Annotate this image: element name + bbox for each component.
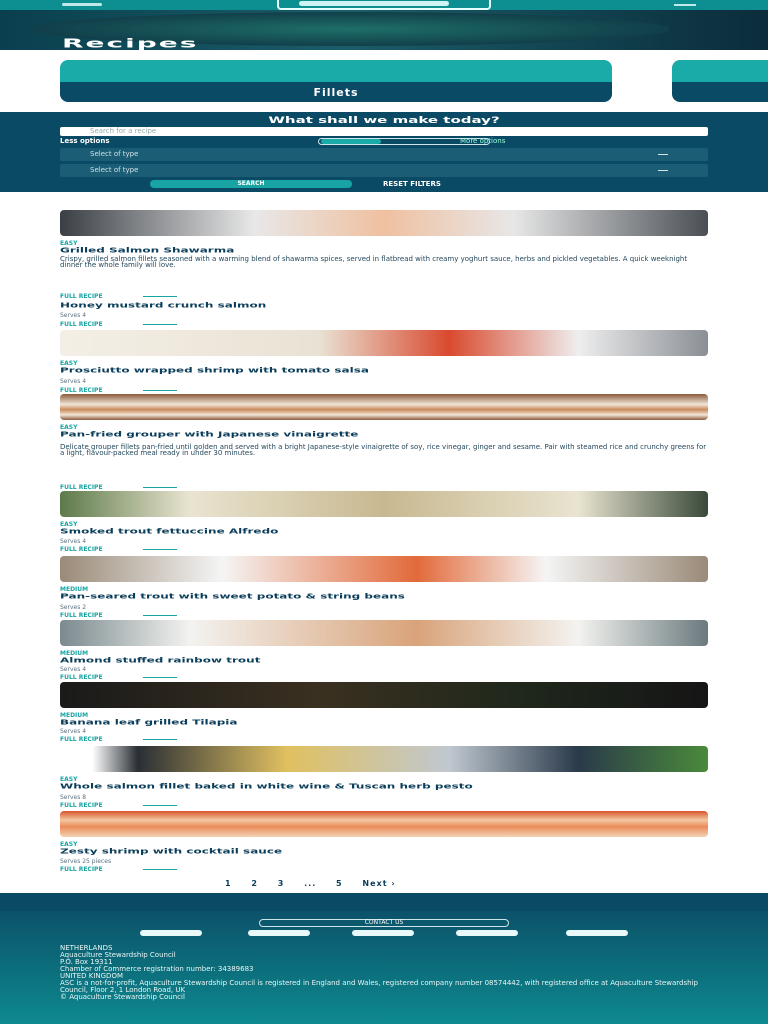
preparation-time-select[interactable] [60, 164, 708, 177]
search-question: What shall we make today? [268, 114, 500, 126]
recipe-description: Delicate grouper fillets pan-fried until golden and served with a bright Japanese-style vinaigrette of soy, rice vinegar, ginger and sesame. Pair with steamed rice and crunchy greens for a light, flavour-packed meal ready in under 30 minutes. [60, 443, 707, 457]
recipe-image[interactable] [60, 682, 708, 708]
difficulty-badge: MEDIUM [60, 586, 89, 593]
full-recipe-label: FULL RECIPE [60, 866, 103, 873]
search-input[interactable] [60, 127, 708, 136]
serves-text: Serves 4 [60, 538, 87, 545]
recipe-title[interactable]: Pan-fried grouper with Japanese vinaigrette [60, 430, 359, 439]
recipe-title[interactable]: Prosciutto wrapped shrimp with tomato salsa [60, 366, 369, 375]
recipe-title[interactable]: Grilled Salmon Shawarma [60, 246, 235, 255]
recipe-image[interactable] [60, 620, 708, 646]
difficulty-badge: EASY [60, 776, 78, 783]
options-toggle-row [60, 137, 708, 146]
arrow-right-icon [143, 805, 177, 806]
difficulty-badge: EASY [60, 240, 78, 247]
page-3[interactable]: 3 [277, 879, 285, 888]
full-recipe-label: FULL RECIPE [60, 802, 103, 809]
footer-line: © Aquaculture Stewardship Council [60, 993, 185, 1001]
youtube-icon[interactable] [566, 930, 628, 936]
footer-line: Aquaculture Stewardship Council [60, 951, 176, 959]
full-recipe-link[interactable] [60, 866, 177, 873]
facebook-icon[interactable] [248, 930, 310, 936]
site-logo[interactable] [277, 0, 491, 10]
serves-text: Serves 25 pieces [60, 858, 112, 865]
page-2[interactable]: 2 [251, 879, 258, 888]
preparation-select-value: Select of type [90, 166, 139, 174]
search-button[interactable]: SEARCH [150, 180, 352, 188]
category-image [672, 60, 768, 82]
page-ellipsis: ... [304, 879, 317, 888]
full-recipe-link[interactable] [60, 736, 177, 743]
category-card-fillets[interactable] [60, 60, 612, 102]
reset-filters-button[interactable]: RESET FILTERS [383, 180, 441, 188]
full-recipe-label: FULL RECIPE [60, 321, 103, 328]
serves-text: Serves 4 [60, 312, 87, 319]
serves-text: Serves 8 [60, 794, 87, 801]
full-recipe-label: FULL RECIPE [60, 674, 103, 681]
page-5[interactable]: 5 [336, 879, 343, 888]
arrow-right-icon [143, 487, 177, 488]
serves-text: Serves 4 [60, 728, 87, 735]
full-recipe-label: FULL RECIPE [60, 484, 103, 491]
recipe-image[interactable] [60, 811, 708, 837]
category-card-next[interactable] [672, 60, 768, 102]
difficulty-badge: EASY [60, 521, 78, 528]
recipe-image[interactable] [60, 491, 708, 517]
search-placeholder: Search for a recipe [90, 127, 157, 135]
logo-fish-icon [299, 1, 449, 6]
recipe-description: Crispy, grilled salmon fillets seasoned with a warming blend of shawarma spices, served in flatbread with creamy yoghurt sauce, herbs and pickled vegetables. A quick weeknight dinner the whole family will love. [60, 255, 688, 269]
footer-line: NETHERLANDS [60, 944, 113, 952]
recipe-title[interactable]: Pan-seared trout with sweet potato & string beans [60, 592, 405, 601]
serves-text: Serves 2 [60, 604, 87, 611]
arrow-right-icon [143, 869, 177, 870]
arrow-right-icon [143, 324, 177, 325]
difficulty-badge: EASY [60, 424, 78, 431]
difficulty-badge: EASY [60, 841, 78, 848]
menu-icon[interactable] [62, 3, 102, 6]
footer [0, 893, 768, 1024]
category-carousel [0, 50, 768, 112]
recipe-title[interactable]: Almond stuffed rainbow trout [60, 656, 261, 665]
recipe-title[interactable]: Banana leaf grilled Tilapia [60, 718, 238, 727]
difficulty-badge: MEDIUM [60, 650, 89, 657]
serves-text: Serves 4 [60, 378, 87, 385]
full-recipe-link[interactable] [60, 293, 177, 300]
difficulty-select[interactable] [60, 148, 708, 161]
arrow-right-icon [143, 677, 177, 678]
recipe-title[interactable]: Whole salmon fillet baked in white wine & Tuscan herb pesto [60, 782, 473, 791]
recipe-image[interactable] [60, 556, 708, 582]
full-recipe-label: FULL RECIPE [60, 736, 103, 743]
next-page[interactable]: Next › [362, 879, 396, 888]
chevron-down-icon [658, 167, 668, 171]
arrow-right-icon [143, 296, 177, 297]
recipe-image[interactable] [60, 746, 708, 772]
footer-text [60, 945, 708, 1001]
toggle-knob [321, 139, 381, 144]
twitter-icon[interactable] [352, 930, 414, 936]
page-title: Recipes [62, 35, 199, 50]
hero-banner [0, 10, 768, 50]
footer-line: Chamber of Commerce registration number: 34389683 [60, 965, 254, 973]
search-icon[interactable] [674, 4, 696, 6]
full-recipe-link[interactable] [60, 612, 177, 619]
search-panel [0, 112, 768, 192]
footer-line: ASC is a not-for-profit, Aquaculture Stewardship Council is registered in England and Wales, registered company number 08574442, with registered office at Aquaculture Stewardship Council, Floor 2, 1 London Road, UK [60, 979, 698, 994]
pagination [225, 879, 412, 888]
recipe-title[interactable]: Zesty shrimp with cocktail sauce [60, 847, 283, 856]
arrow-right-icon [143, 615, 177, 616]
recipe-image[interactable] [60, 330, 708, 356]
linkedin-icon[interactable] [456, 930, 518, 936]
serves-text: Serves 4 [60, 666, 87, 673]
full-recipe-link[interactable] [60, 484, 177, 491]
full-recipe-label: FULL RECIPE [60, 546, 103, 553]
full-recipe-label: FULL RECIPE [60, 293, 103, 300]
page-1[interactable]: 1 [225, 879, 232, 888]
more-options-label[interactable]: More options [460, 137, 506, 145]
footer-band [0, 893, 768, 911]
full-recipe-link[interactable] [60, 802, 177, 809]
full-recipe-label: FULL RECIPE [60, 387, 103, 394]
arrow-right-icon [143, 390, 177, 391]
category-label: Fillets [313, 85, 359, 99]
footer-line: P.O. Box 19311 [60, 958, 113, 966]
recipe-image[interactable] [60, 210, 708, 236]
difficulty-badge: EASY [60, 360, 78, 367]
instagram-icon[interactable] [140, 930, 202, 936]
full-recipe-link[interactable] [60, 321, 177, 328]
top-nav [0, 0, 768, 10]
less-options-label[interactable]: Less options [60, 137, 110, 145]
recipe-image[interactable] [60, 394, 708, 420]
full-recipe-link[interactable] [60, 546, 177, 553]
footer-line: UNITED KINGDOM [60, 972, 123, 980]
difficulty-badge: MEDIUM [60, 712, 89, 719]
chevron-down-icon [658, 151, 668, 155]
category-image [60, 60, 612, 82]
full-recipe-link[interactable] [60, 674, 177, 681]
recipe-title[interactable]: Smoked trout fettuccine Alfredo [60, 527, 279, 536]
contact-us-button[interactable]: CONTACT US [259, 919, 509, 927]
arrow-right-icon [143, 739, 177, 740]
full-recipe-label: FULL RECIPE [60, 612, 103, 619]
full-recipe-link[interactable] [60, 387, 177, 394]
recipe-title[interactable]: Honey mustard crunch salmon [60, 301, 267, 310]
difficulty-select-value: Select of type [90, 150, 139, 158]
arrow-right-icon [143, 549, 177, 550]
